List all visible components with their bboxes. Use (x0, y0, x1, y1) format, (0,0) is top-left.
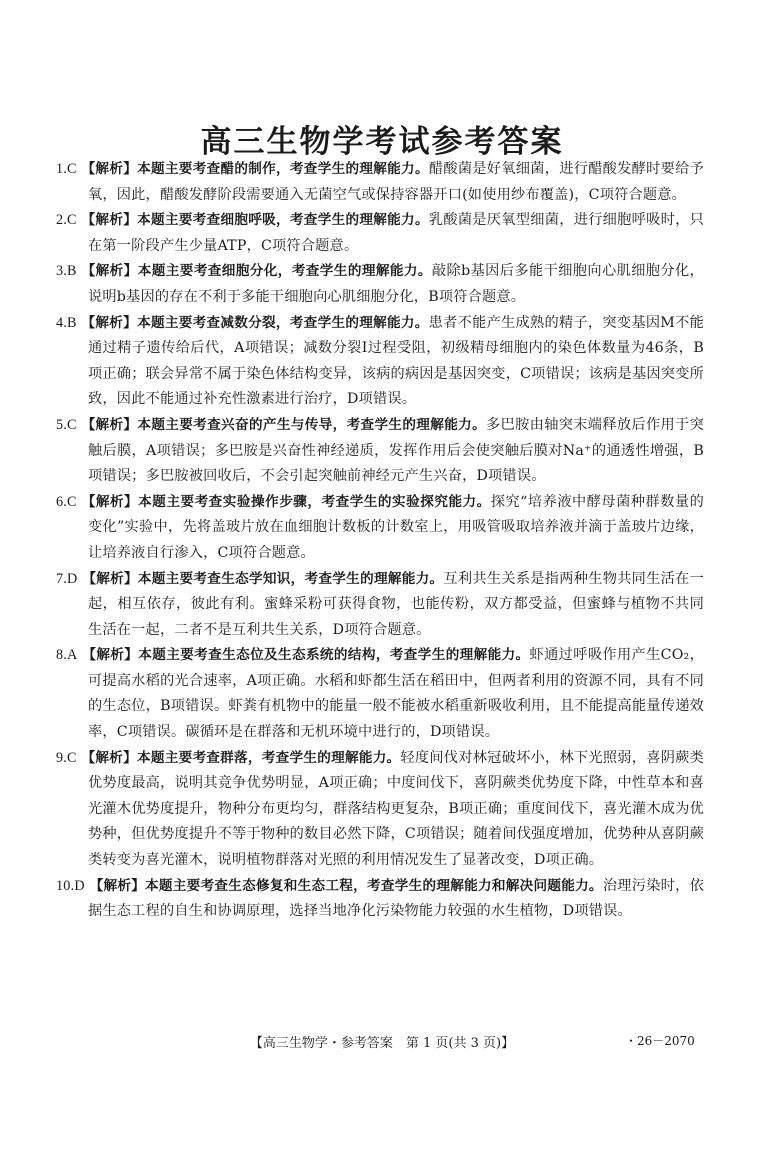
answer-item-7 (56, 567, 704, 644)
answer-number: 4.B (56, 314, 77, 331)
answer-key: 【解析】本题主要考查减数分裂，考查学生的理解能力。 (81, 314, 429, 331)
answer-item-9 (56, 746, 704, 874)
answer-number: 10.D (56, 877, 85, 894)
answer-number: 8.A (56, 647, 78, 664)
answer-text: 敲除b基因后多能干细胞向心肌细胞分化，说明b基因的存在不利于多能干细胞向心肌细胞分化，B项符合题意。 (88, 263, 705, 305)
answer-number: 6.C (56, 493, 77, 510)
answer-key: 【解析】本题主要考查细胞呼吸，考查学生的理解能力。 (81, 212, 429, 229)
answer-number: 1.C (56, 161, 77, 177)
answer-key: 【解析】本题主要考查生态学知识，考查学生的理解能力。 (82, 570, 444, 587)
answer-text: 虾通过呼吸作用产生CO₂，可提高水稻的光合速率，A项正确。水稻和虾都生活在稻田中，但两者利用的资源不同，具有不同的生态位，B项错误。虾粪有机物中的能量一般不能被水稻重新吸收利用，且不能提高能量传递效率，C项错误。碳循环是在群落和无机环境中进行的，D项错误。 (88, 647, 704, 741)
answer-number: 9.C (56, 749, 77, 766)
paper-code: ・26－2070 (625, 1034, 695, 1048)
answer-text: 患者不能产生成熟的精子，突变基因M不能通过精子遗传给后代，A项错误；减数分裂Ⅰ过程受阻，初级精母细胞内的染色体数量为46条，B项正确；联会异常不属于染色体结构变异，该病的病因是基因突变，C项错误；该病是基因突变所致，因此不能通过补充性激素进行治疗，D项错误。 (88, 314, 704, 408)
answer-text: 治理污染时，依据生态工程的自生和协调原理，选择当地净化污染物能力较强的水生植物，D项错误。 (88, 877, 704, 920)
answer-item-4 (56, 311, 704, 413)
answer-item-10 (56, 874, 704, 925)
answer-item-3 (56, 259, 704, 310)
answer-text: 互利共生关系是指两种生物共同生活在一起，相互依存，彼此有利。蜜蜂采粉可获得食物，也能传粉，双方都受益，但蜜蜂与植物不共同生活在一起，二者不是互利共生关系，D项符合题意。 (88, 570, 704, 638)
answer-item-5 (56, 413, 704, 490)
answer-number: 3.B (56, 263, 77, 280)
answer-item-8 (56, 643, 704, 745)
answer-key: 【解析】本题主要考查群落，考查学生的理解能力。 (81, 749, 401, 766)
answer-number: 7.D (56, 570, 78, 587)
answer-item-6 (56, 490, 704, 567)
answer-key: 【解析】本题主要考查醋的制作，考查学生的理解能力。 (81, 161, 429, 177)
answer-key: 【解析】本题主要考查生态位及生态系统的结构，考查学生的理解能力。 (82, 647, 530, 664)
answer-list (56, 157, 704, 925)
page-footer: 【高三生物学・参考答案 第 1 页(共 3 页)】 (249, 1036, 515, 1051)
answer-key: 【解析】本题主要考查细胞分化，考查学生的理解能力。 (81, 263, 432, 280)
answer-key: 【解析】本题主要考查实验操作步骤，考查学生的实验探究能力。 (81, 493, 491, 510)
answer-key: 【解析】本题主要考查兴奋的产生与传导，考查学生的理解能力。 (81, 416, 487, 433)
answer-text: 轻度间伐对林冠破坏小，林下光照弱，喜阴蕨类优势度最高，说明其竞争优势明显，A项正确；中度间伐下，喜阴蕨类优势度下降，中性草本和喜光灌木优势度提升，物种分布更均匀，群落结构更复杂，B项正确；重度间伐下，喜光灌木成为优势种，但优势度提升不等于物种的数目必然下降，C项错误；随着间伐强度增加，优势种从喜阴蕨类转变为喜光灌木，说明植物群落对光照的利用情况发生了显著改变，D项正确。 (88, 749, 704, 869)
answer-item-1 (56, 157, 704, 208)
answer-text: 醋酸菌是好氧细菌，进行醋酸发酵时要给予氧，因此，醋酸发酵阶段需要通入无菌空气或保持容器开口(如使用纱布覆盖)，C项符合题意。 (88, 161, 704, 203)
answer-text: 多巴胺由轴突末端释放后作用于突触后膜，A项错误；多巴胺是兴奋性神经递质，发挥作用后会使突触后膜对Na⁺的通透性增强，B项错误；多巴胺被回收后，不会引起突触前神经元产生兴奋，D项错误。 (88, 416, 704, 485)
answer-text: 探究“培养液中酵母菌种群数量的变化”实验中，先将盖玻片放在血细胞计数板的计数室上，用吸管吸取培养液并滴于盖玻片边缘，让培养液自行渗入，C项符合题意。 (88, 493, 704, 561)
page-title: 高三生物学考试参考答案 (200, 124, 564, 160)
answer-key: 【解析】本题主要考查生态修复和生态工程，考查学生的理解能力和解决问题能力。 (89, 877, 603, 894)
answer-number: 2.C (56, 212, 77, 229)
answer-text: 乳酸菌是厌氧型细菌，进行细胞呼吸时，只在第一阶段产生少量ATP，C项符合题意。 (88, 212, 704, 254)
answer-item-2 (56, 208, 704, 259)
answer-number: 5.C (56, 416, 77, 433)
